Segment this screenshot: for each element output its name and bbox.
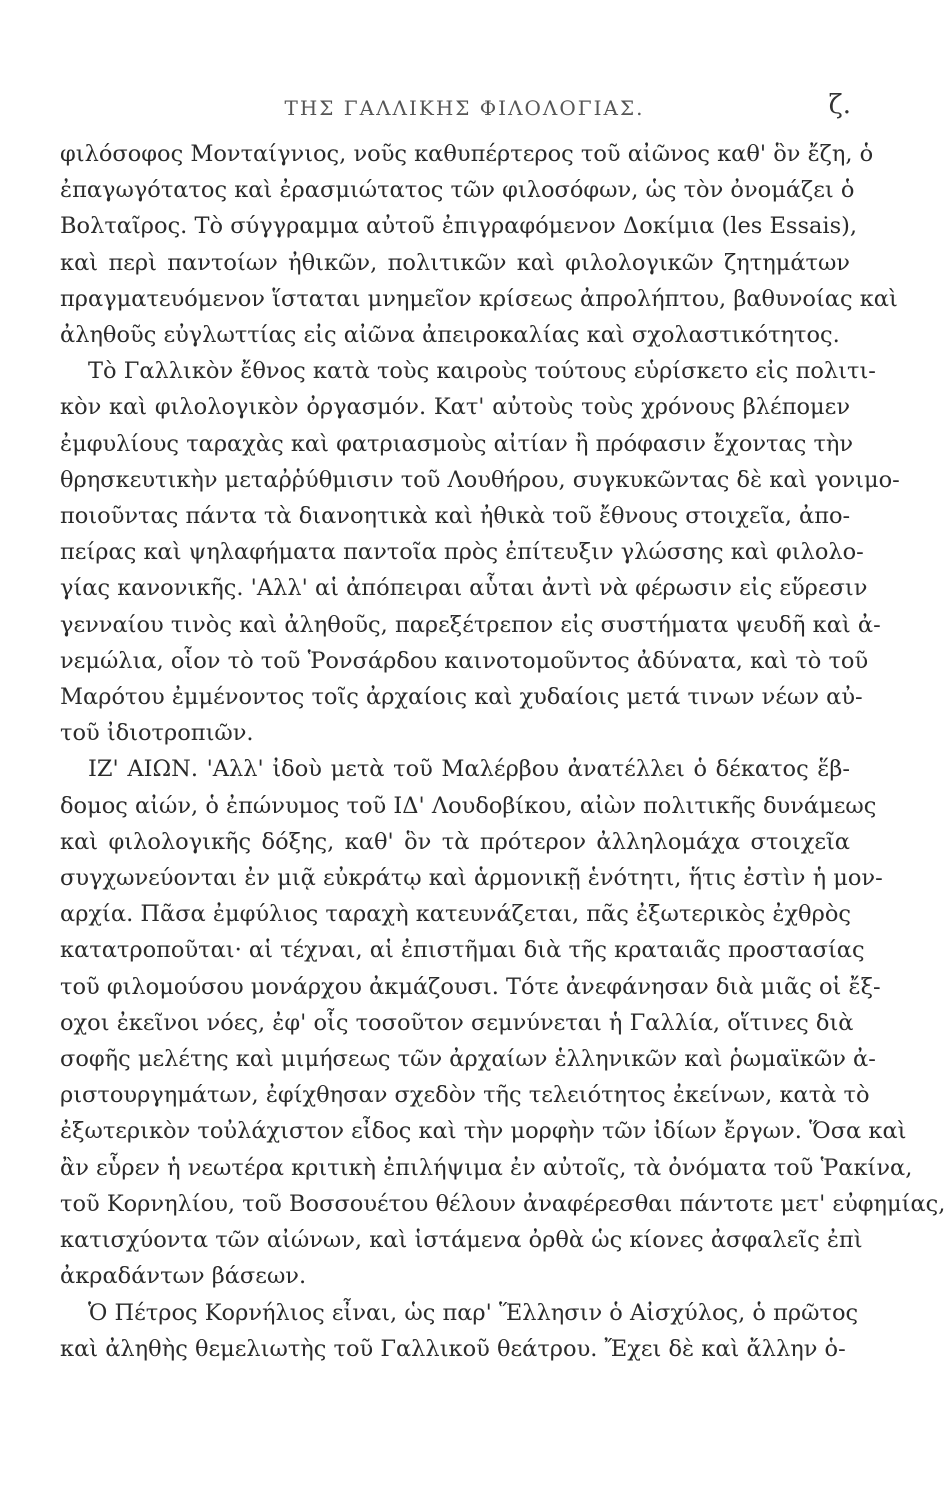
running-head: [60, 90, 869, 136]
text-line: νεμώλια, οἷον τὸ τοῦ Ῥονσάρδου καινοτομοῦντος ἀδύνατα, καὶ τὸ τοῦ: [60, 647, 869, 674]
text-line: θρησκευτικὴν μεταῤῥύθμισιν τοῦ Λουθήρου, συγκυκῶντας δὲ καὶ γονιμο-: [60, 466, 900, 493]
body-text: [60, 136, 945, 1367]
paragraph: [60, 751, 945, 1294]
text-line: καὶ ἀληθὴς θεμελιωτὴς τοῦ Γαλλικοῦ θεάτρου. Ἔχει δὲ καὶ ἄλλην ὁ-: [60, 1335, 846, 1362]
text-line: ΙΖ' ΑΙΩΝ. 'Αλλ' ἰδοὺ μετὰ τοῦ Μαλέρβου ἀνατέλλει ὁ δέκατος ἕβ-: [88, 756, 850, 783]
text-line: Ὁ Πέτρος Κορνήλιος εἶναι, ὡς παρ' Ἕλλησιν ὁ Αἰσχύλος, ὁ πρῶτος: [88, 1299, 859, 1326]
text-line: γενναίου τινὸς καὶ ἀληθοῦς, παρεξέτρεπον εἰς συστήματα ψευδῆ καὶ ἀ-: [60, 611, 881, 638]
text-line: πραγματευόμενον ἵσταται μνημεῖον κρίσεως ἀπρολήπτου, βαθυνοίας καὶ: [60, 285, 898, 312]
text-line: τοῦ Κορνηλίου, τοῦ Βοσσουέτου θέλουν ἀναφέρεσθαι πάντοτε μετ' εὐφημίας,: [60, 1190, 945, 1217]
text-line: ἐξωτερικὸν τοὐλάχιστον εἶδος καὶ τὴν μορφὴν τῶν ἰδίων ἔργων. Ὅσα καὶ: [60, 1118, 907, 1145]
text-line: σοφῆς μελέτης καὶ μιμήσεως τῶν ἀρχαίων ἑλληνικῶν καὶ ῥωμαϊκῶν ἀ-: [60, 1046, 876, 1073]
text-line: Μαρότου ἐμμένοντος τοῖς ἀρχαίοις καὶ χυδαίοις μετά τινων νέων αὐ-: [60, 684, 863, 711]
text-line: κατισχύοντα τῶν αἰώνων, καὶ ἱστάμενα ὀρθὰ ὡς κίονες ἀσφαλεῖς ἐπὶ: [60, 1227, 863, 1254]
page-number: ζ.: [828, 90, 851, 120]
paragraph: [60, 353, 900, 751]
text-line: ριστουργημάτων, ἐφίχθησαν σχεδὸν τῆς τελειότητος ἐκείνων, κατὰ τὸ: [60, 1082, 870, 1109]
text-line: ἂν εὗρεν ἡ νεωτέρα κριτικὴ ἐπιλήψιμα ἐν αὐτοῖς, τὰ ὀνόματα τοῦ Ῥακίνα,: [60, 1154, 913, 1181]
text-line: κὸν καὶ φιλολογικὸν ὀργασμόν. Κατ' αὐτοὺς τοὺς χρόνους βλέπομεν: [60, 394, 850, 421]
text-line: αρχία. Πᾶσα ἐμφύλιος ταραχὴ κατευνάζεται, πᾶς ἐξωτερικὸς ἐχθρὸς: [60, 901, 851, 928]
text-line: δομος αἰών, ὁ ἐπώνυμος τοῦ ΙΔ' Λουδοβίκου, αἰὼν πολιτικῆς δυνάμεως: [60, 792, 877, 819]
text-line: ἐμφυλίους ταραχὰς καὶ φατριασμοὺς αἰτίαν ἢ πρόφασιν ἔχοντας τὴν: [60, 430, 854, 457]
text-line: τοῦ ἰδιοτροπιῶν.: [60, 720, 254, 747]
text-line: τοῦ φιλομούσου μονάρχου ἀκμάζουσι. Τότε ἀνεφάνησαν διὰ μιᾶς οἱ ἔξ-: [60, 973, 881, 1000]
text-line: ἀληθοῦς εὐγλωττίας εἰς αἰῶνα ἀπειροκαλίας καὶ σχολαστικότητος.: [60, 322, 840, 349]
running-title: ΤΗΣ ΓΑΛΛΙΚΗΣ ΦΙΛΟΛΟΓΙΑΣ.: [284, 96, 645, 120]
paragraph: [60, 1295, 859, 1367]
text-line: ἀκραδάντων βάσεων.: [60, 1263, 307, 1290]
text-line: ἐπαγωγότατος καὶ ἐρασμιώτατος τῶν φιλοσόφων, ὡς τὸν ὀνομάζει ὁ: [60, 177, 855, 204]
text-line: Τὸ Γαλλικὸν ἔθνος κατὰ τοὺς καιροὺς τούτους εὑρίσκετο εἰς πολιτι-: [88, 358, 876, 385]
text-line: φιλόσοφος Μονταίγνιος, νοῦς καθυπέρτερος τοῦ αἰῶνος καθ' ὃν ἔζη, ὁ: [60, 141, 874, 167]
text-line: οχοι ἐκεῖνοι νόες, ἐφ' οἷς τοσοῦτον σεμνύνεται ἡ Γαλλία, οἵτινες διὰ: [60, 1009, 854, 1036]
text-line: συγχωνεύονται ἐν μιᾷ εὐκράτῳ καὶ ἁρμονικῇ ἑνότητι, ἥτις ἐστὶν ἡ μον-: [60, 865, 883, 892]
text-line: γίας κανονικῆς. 'Αλλ' αἱ ἀπόπειραι αὗται ἀντὶ νὰ φέρωσιν εἰς εὕρεσιν: [60, 575, 868, 602]
paragraph: [60, 136, 898, 353]
text-line: κατατροποῦται· αἱ τέχναι, αἱ ἐπιστῆμαι διὰ τῆς κραταιᾶς προστασίας: [60, 937, 865, 964]
text-line: ποιοῦντας πάντα τὰ διανοητικὰ καὶ ἠθικὰ τοῦ ἔθνους στοιχεῖα, ἀπο-: [60, 503, 851, 530]
text-line: καὶ περὶ παντοίων ἠθικῶν, πολιτικῶν καὶ φιλολογικῶν ζητημάτων: [60, 249, 850, 276]
text-line: καὶ φιλολογικῆς δόξης, καθ' ὃν τὰ πρότερον ἀλληλομάχα στοιχεῖα: [60, 828, 850, 855]
text-line: Βολταῖρος. Τὸ σύγγραμμα αὐτοῦ ἐπιγραφόμενον Δοκίμια (les Essais),: [60, 213, 858, 240]
text-line: πείρας καὶ ψηλαφήματα παντοῖα πρὸς ἐπίτευξιν γλώσσης καὶ φιλολο-: [60, 539, 864, 566]
